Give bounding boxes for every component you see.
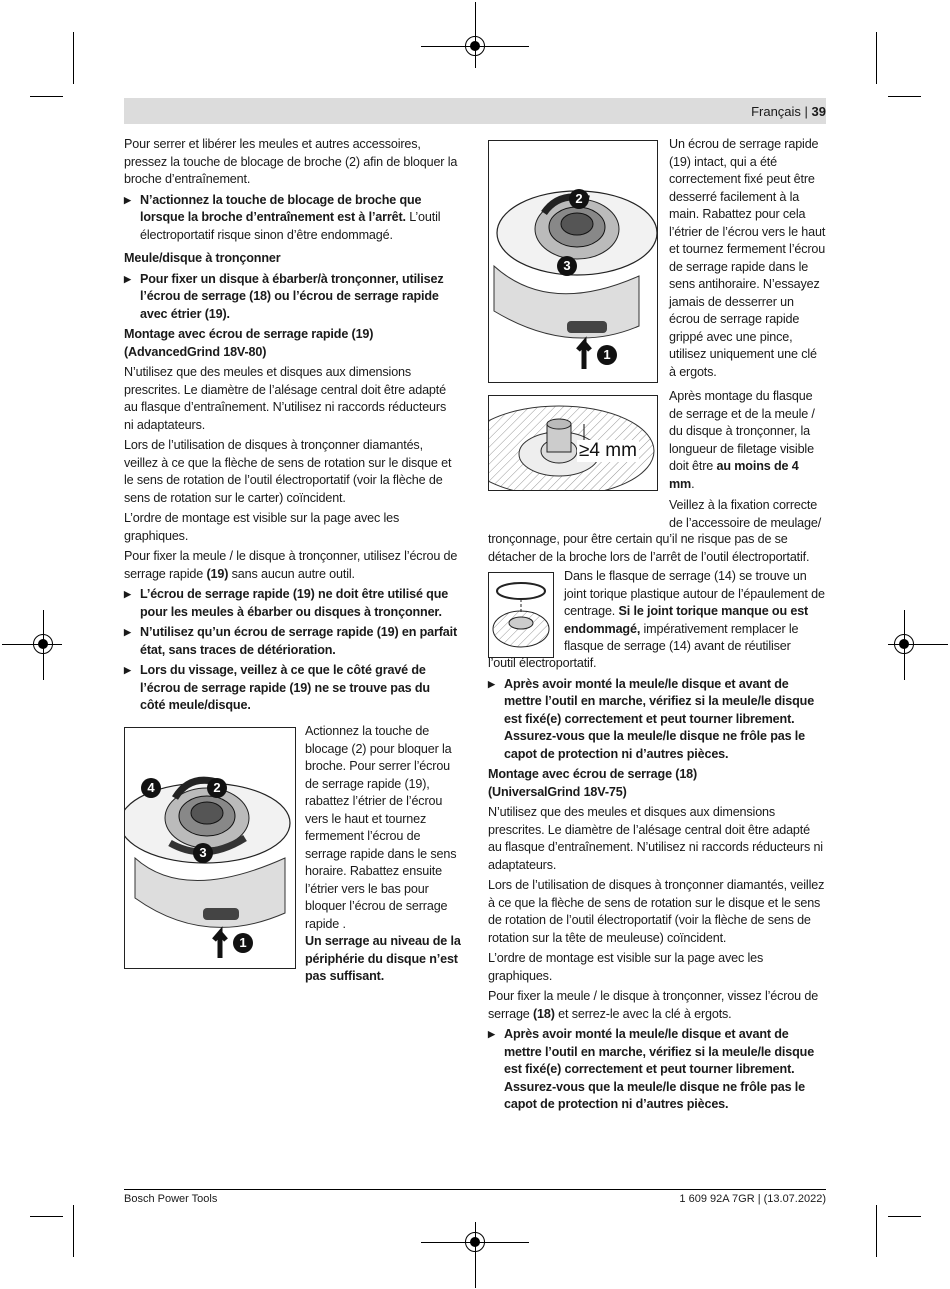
crop-mark (888, 96, 921, 97)
registration-line (2, 644, 62, 645)
text-run: Dans le flasque de serrage (14) se trouve un joint torique plastique autour de l’épaulement de centrage. (564, 569, 825, 618)
paragraph: N’utilisez que des meules et disques aux dimensions prescrites. Le diamètre de l’alésage central doit être adapté au flasque d’entraînement. N’utilisez ni raccords réducteurs ni adaptateurs. (124, 365, 447, 432)
header-language: Français (751, 104, 801, 119)
callout-3: 3 (557, 256, 577, 276)
footer-rule (124, 1189, 826, 1190)
crop-mark (73, 32, 74, 84)
warning-bullet: ▶ Après avoir monté la meule/le disque et avant de mettre l’outil en marche, vérifiez si la meule/le disque est fixé(e) correctement et peut tourner librement. Assurez-vous que la meule/le disque ne frôle pas le capot de protection ni d’autres pièces. (488, 676, 826, 764)
crop-mark (876, 1205, 877, 1257)
section-subheading: (UniversalGrind 18V-75) (488, 784, 627, 799)
text-run: sans aucun autre outil. (228, 566, 355, 581)
crop-mark (888, 1216, 921, 1217)
callout-1: 1 (233, 933, 253, 953)
thread-text (669, 388, 826, 535)
paragraph: Veillez à la fixation correcte de l’accessoire de meulage/ (669, 498, 822, 530)
paragraph-bold: Un serrage au niveau de la périphérie du disque n’est pas suffisant. (305, 934, 461, 983)
callout-3: 3 (193, 843, 213, 863)
right-column (488, 531, 826, 569)
figure-release-nut (488, 140, 658, 383)
warning-bullet: ▶ Après avoir monté la meule/le disque et avant de mettre l’outil en marche, vérifiez si la meule/le disque est fixé(e) correctement et peut tourner librement. Assurez-vous que la meule/le disque ne frôle pas le capot de protection ni d’autres pièces. (488, 1026, 826, 1114)
paragraph: Lors de l’utilisation de disques à tronçonner diamantés, veillez à ce que la flèche de sens de rotation sur le disque et le sens de rotation de l’outil électroportatif (voir la flèche de sens de rotation sur la tête de meuleuse) coïncident. (488, 878, 825, 945)
thread-length-label: ≥4 mm (579, 440, 637, 461)
paragraph (124, 548, 458, 583)
paragraph (564, 568, 826, 656)
text-run: Pour fixer la meule / le disque à tronçonner, vissez l’écrou de serrage (488, 989, 819, 1021)
crop-mark (30, 96, 63, 97)
header-bar (124, 98, 826, 124)
text-run-bold: au moins de 4 mm (669, 459, 799, 491)
left-column (124, 136, 458, 718)
section-heading: Montage avec écrou de serrage rapide (19) (124, 327, 374, 341)
crop-mark (73, 1205, 74, 1257)
bullet-text: L’outil électroportatif risque sinon d’être endommagé. (140, 210, 441, 242)
footer-right: 1 609 92A 7GR | (13.07.2022) (679, 1193, 826, 1205)
paragraph: tronçonnage, pour être certain qu’il ne risque pas de se détacher de la broche lors de l’arrêt de l’outil électroportatif. (488, 532, 810, 564)
paragraph: L’ordre de montage est visible sur la page avec les graphiques. (124, 511, 400, 543)
text-run-bold: (19) (206, 566, 229, 581)
section-heading: Meule/disque à tronçonner (124, 251, 281, 265)
paragraph: L’ordre de montage est visible sur la page avec les graphiques. (488, 951, 764, 983)
callout-2: 2 (207, 778, 227, 798)
paragraph: l’outil électroportatif. (488, 656, 597, 670)
registration-mark-left (33, 634, 53, 654)
callout-4: 4 (141, 778, 161, 798)
registration-mark-bottom (465, 1232, 485, 1252)
callout-1: 1 (597, 345, 617, 365)
text-run-bold: (18) (533, 1006, 555, 1021)
page-number: 39 (811, 104, 826, 119)
registration-mark-right (894, 634, 914, 654)
flange-diagram (489, 573, 553, 657)
text-run: impérativement remplacer le flasque de serrage (14) avant de réutiliser (564, 621, 799, 653)
text-run: et serrez-le avec la clé à ergots. (554, 1006, 732, 1021)
paragraph (488, 988, 826, 1023)
figure-tighten-nut (124, 727, 296, 969)
paragraph: Pour serrer et libérer les meules et autres accessoires, pressez la touche de blocage de broche (2) afin de bloquer la broche d’entraînement. (124, 137, 458, 186)
paragraph: Un écrou de serrage rapide (19) intact, qui a été correctement fixé peut être desserré facilement à la main. Rabattez pour cela l’étrier de l’écrou vers le haut et tournez fermement l’écrou de serrage rapide dans le sens antihoraire. N’essayez jamais de desserrer un écrou de serrage rapide grippé avec une pince, utilisez uniquement une clé à ergots. (669, 137, 826, 379)
right-column-lower (488, 655, 826, 1117)
oring-text (564, 568, 826, 659)
warning-bullet: ▶ L’écrou de serrage rapide (19) ne doit être utilisé que pour les meules à ébarber ou disques à tronçonner. (124, 586, 458, 621)
bullet-bold-text: N’actionnez la touche de blocage de broche que lorsque la broche d’entraînement est à l’arrêt. (140, 192, 422, 224)
text-run-bold: Si le joint torique manque ou est endommagé, (564, 604, 809, 636)
section-heading: Montage avec écrou de serrage (18) (488, 767, 698, 781)
warning-bullet (124, 192, 458, 245)
paragraph: Lors de l’utilisation de disques à tronçonner diamantés, veillez à ce que la flèche de sens de rotation sur le disque et le sens de rotation de l’outil électroportatif (voir la flèche de sens de rotation sur le carter) coïncident. (124, 438, 452, 505)
paragraph: N’utilisez que des meules et disques aux dimensions prescrites. Le diamètre de l’alésage central doit être adapté au flasque d’entraînement. N’utilisez ni raccords réducteurs ni adaptateurs. (488, 805, 823, 872)
crop-mark (876, 32, 877, 84)
text-run: Pour fixer la meule / le disque à tronçonner, utilisez l’écrou de serrage rapide (124, 549, 458, 581)
callout-2: 2 (569, 189, 589, 209)
figure-side-text (669, 136, 826, 384)
warning-bullet: ▶ Lors du vissage, veillez à ce que le côté gravé de l’écrou de serrage rapide (19) ne se trouve pas du côté meule/disque. (124, 662, 458, 715)
registration-line (475, 2, 476, 68)
footer-left: Bosch Power Tools (124, 1193, 218, 1205)
crop-mark (30, 1216, 63, 1217)
figure-caption-text (305, 723, 463, 989)
section-subheading: (AdvancedGrind 18V-80) (124, 344, 267, 359)
paragraph: Actionnez la touche de blocage (2) pour bloquer la broche. Pour serrer l’écrou de serrage rapide (19), rabattez l’étrier de l’écrou vers le haut et tournez fermement l’écrou de serrage rapide dans le sens horaire. Rabattez ensuite l’étrier vers le bas pour bloquer l’écrou de serrage rapide . (305, 724, 457, 931)
registration-mark-top (465, 36, 485, 56)
text-run: Après montage du flasque de serrage et de la meule / du disque à tronçonner, la longueur de filetage visible doit être (669, 389, 815, 473)
figure-thread-length (488, 395, 658, 491)
paragraph: Après montage du flasque de serrage et de la meule / du disque à tronçonner, la longueur de filetage visible doit être au moins de 4 mm. (669, 389, 815, 491)
page-header: Français | 39 (751, 104, 826, 119)
figure-oring-flange (488, 572, 554, 658)
warning-bullet: ▶ Pour fixer un disque à ébarber/à tronçonner, utilisez l’écrou de serrage (18) ou l’écrou de serrage rapide avec étrier (19). (124, 271, 458, 324)
warning-bullet: ▶ N’utilisez qu’un écrou de serrage rapide (19) en parfait état, sans traces de détérioration. (124, 624, 458, 659)
